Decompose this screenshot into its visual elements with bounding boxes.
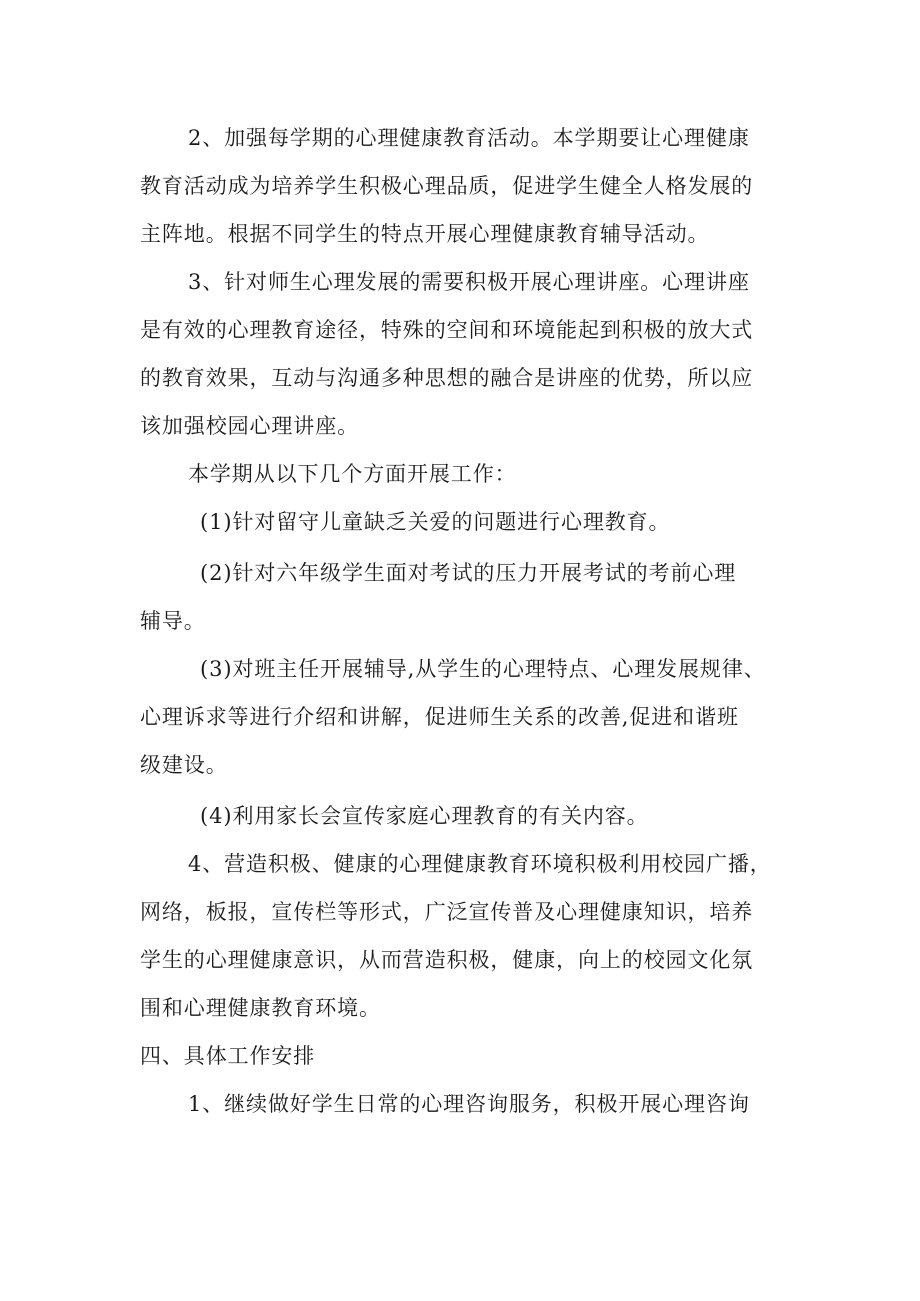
- text-line-17: 网络，板报，宣传栏等形式，广泛宣传普及心理健康知识，培养: [140, 900, 754, 924]
- text-line-10: (2)针对六年级学生面对考试的压力开展考试的考前心理: [200, 561, 737, 585]
- text-line-3: 主阵地。根据不同学生的特点开展心理健康教育辅导活动。: [140, 222, 710, 246]
- text-line-2: 教育活动成为培养学生积极心理品质，促进学生健全人格发展的: [140, 174, 754, 198]
- text-line-18: 学生的心理健康意识，从而营造积极，健康，向上的校园文化氛: [140, 948, 754, 972]
- text-line-6: 的教育效果，互动与沟通多种思想的融合是讲座的优势，所以应: [140, 366, 754, 390]
- text-line-13: 心理诉求等进行介绍和讲解，促进师生关系的改善,促进和谐班: [140, 705, 739, 729]
- text-line-21: 1、继续做好学生日常的心理咨询服务，积极开展心理咨询: [188, 1092, 750, 1116]
- text-line-19: 围和心理健康教育环境。: [140, 996, 381, 1020]
- section-heading: 四、具体工作安排: [140, 1044, 316, 1068]
- text-line-11: 辅导。: [140, 609, 206, 633]
- text-line-14: 级建设。: [140, 753, 228, 777]
- text-line-9: (1)针对留守儿童缺乏关爱的问题进行心理教育。: [200, 510, 671, 534]
- text-line-16: 4、营造积极、健康的心理健康教育环境积极利用校园广播，: [188, 852, 772, 876]
- text-line-12: (3)对班主任开展辅导,从学生的心理特点、心理发展规律、: [200, 657, 766, 681]
- text-line-8: 本学期从以下几个方面开展工作：: [188, 462, 517, 486]
- text-line-15: (4)利用家长会宣传家庭心理教育的有关内容。: [200, 804, 649, 828]
- text-line-4: 3、针对师生心理发展的需要积极开展心理讲座。心理讲座: [188, 270, 750, 294]
- text-line-7: 该加强校园心理讲座。: [140, 414, 359, 438]
- text-line-1: 2、加强每学期的心理健康教育活动。本学期要让心理健康: [188, 126, 750, 150]
- text-line-5: 是有效的心理教育途径，特殊的空间和环境能起到积极的放大式: [140, 318, 754, 342]
